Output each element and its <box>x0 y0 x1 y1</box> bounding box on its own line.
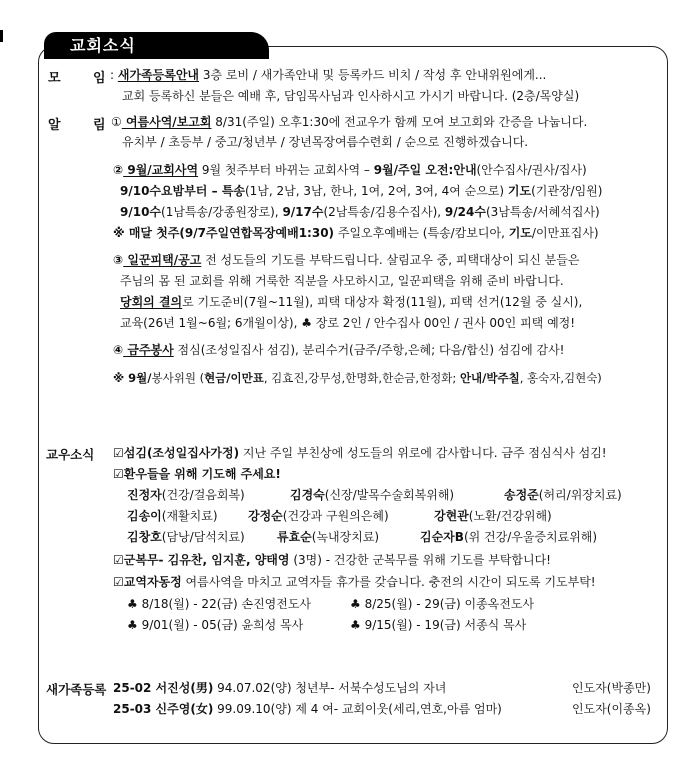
patient-7-reason: (담낭/담석치료) <box>161 530 245 544</box>
patient-2-name: 김경숙 <box>290 488 325 502</box>
vacation-1: ♣ 8/18(월) - 22(금) 손진영전도사 <box>127 597 312 611</box>
notice-1-heading: 여름사역/보고회 <box>121 115 212 129</box>
patient-4-reason: (재활치료) <box>161 509 218 523</box>
patients-row-2c <box>434 508 552 524</box>
news-frame <box>38 46 668 744</box>
moim-heading: 새가족등록안내 <box>117 68 200 82</box>
notice-3-text: 전 성도들의 기도를 부탁드립니다. 살림교우 중, 피택대상이 되신 분들은 <box>201 253 580 267</box>
notice-3-line-1 <box>113 252 579 268</box>
patient-2-reason: (신장/발목수술회복위해) <box>324 488 455 502</box>
gyowoo-l7-a: ☑교역자동정 <box>113 575 182 589</box>
patient-8-reason: (녹내장치료) <box>311 530 380 544</box>
notice-2-text-b: 9월/주일 오전:안내 <box>373 163 477 177</box>
notice-2-line-1 <box>113 162 587 178</box>
vacation-2: ♣ 8/25(월) - 29(금) 이종옥전도사 <box>350 597 535 611</box>
patient-6-name: 강현관 <box>434 509 469 523</box>
notice-5-d: , 김효진,강무성,한명화,한순금,한정화; <box>263 371 460 385</box>
notice-2-text-c: (안수집사/권사/집사) <box>476 163 587 177</box>
notice-2-l2-c: (1남, 2남, 3남, 한나, 1여, 2여, 3여, 4여 순으로) <box>244 184 508 198</box>
gyowoo-line-2: ☑환우들을 위해 기도해 주세요! <box>113 467 281 481</box>
notice-2-l3-c: 9/17수 <box>282 205 324 219</box>
patients-row-3 <box>127 529 245 545</box>
label-moim-2: 임 <box>93 71 106 86</box>
notice-2-l2-e: (기관장/임원) <box>531 184 603 198</box>
label-gyowoo: 교우소식 <box>46 447 95 462</box>
patient-7-name: 김창호 <box>127 530 162 544</box>
patient-9-reason: (위 건강/우울증치료위해) <box>463 530 598 544</box>
notice-2-l3-a: 9/10수 <box>120 205 162 219</box>
corner-mark <box>0 30 3 42</box>
patients-row-1c <box>504 487 622 503</box>
patient-5-reason: (건강과 구원의은혜) <box>282 509 389 523</box>
newfamily-2-name: 25-03 신주영(女) <box>113 702 214 716</box>
newfamily-row-1 <box>113 680 446 696</box>
notice-3-l3-b: 로 기도준비(7월~11월), 피택 대상자 확정(11월), 피택 선거(12월 중 실시), <box>182 295 583 309</box>
notice-2-line-2 <box>120 183 602 199</box>
page-title: 교회소식 <box>70 36 136 55</box>
vacation-4: ♣ 9/15(월) - 19(금) 서종식 목사 <box>350 618 527 632</box>
title-tab <box>44 32 269 59</box>
notice-3-l3-a: 당회의 결의 <box>120 295 183 309</box>
notice-5-e: 안내/박주칠 <box>459 371 520 385</box>
gyowoo-line-7 <box>113 574 596 590</box>
moim-colon: : <box>110 68 115 82</box>
moim-line-2: 교회 등록하신 분들은 예배 후, 담임목사님과 인사하시고 가시기 바랍니다. (2층/목양실) <box>122 89 580 103</box>
vacation-3: ♣ 9/01(월) - 05(금) 윤희성 목사 <box>127 618 304 632</box>
notice-1-text: 8/31(주일) 오후1:30에 전교우가 함께 모여 보고회와 간증을 나눕니다. <box>211 115 588 129</box>
patients-row-1 <box>127 487 245 503</box>
notice-3-line-2: 주님의 몸 된 교회를 위해 거룩한 직분을 사모하시고, 일꾼피택을 위해 준비 바랍니다. <box>120 274 564 288</box>
label-alrim-1: 알 <box>48 118 61 133</box>
patients-row-3c <box>420 529 597 545</box>
notice-2-l3-e: 9/24수 <box>444 205 486 219</box>
newfamily-1-guide: 인도자(박종만) <box>572 681 651 695</box>
notice-3-line-4: 교육(26년 1월~6월; 6개월이상), ♣ 장로 2인 / 안수집사 00인 / 권사 00인 피택 예정! <box>120 316 576 330</box>
notice-4-line-1 <box>113 342 564 358</box>
newfamily-1-info: 94.07.02(양) 청년부- 서북수성도님의 자녀 <box>213 681 447 695</box>
newfamily-row-2 <box>113 701 502 717</box>
notice-2-l2-a: 9/10수요밤 <box>120 184 185 198</box>
patient-1-reason: (건강/걸음회복) <box>161 488 245 502</box>
notice-2-l3-b: (1남특송/강종원장로), <box>161 205 283 219</box>
patient-8-name: 류효순 <box>277 530 312 544</box>
gyowoo-l7-b: 여름사역을 마치고 교역자들 휴가를 갖습니다. 충전의 시간이 되도록 기도부탁! <box>181 575 596 589</box>
notice-4-number: ④ <box>113 343 124 357</box>
patient-5-name: 강정순 <box>248 509 283 523</box>
gyowoo-l6-b: (3명) - 건강한 군복무를 위해 기도를 부탁합니다! <box>289 553 551 567</box>
patient-9-name: 김순자B <box>420 530 464 544</box>
notice-4-heading: 금주봉사 <box>123 343 174 357</box>
patients-row-2 <box>127 508 218 524</box>
gyowoo-line-6 <box>113 552 551 568</box>
notice-5-a: ※ 9월/ <box>113 371 152 385</box>
patient-6-reason: (노환/건강위해) <box>468 509 552 523</box>
notice-2-heading: 9월/교회사역 <box>123 163 199 177</box>
notice-1-number: ① <box>111 115 122 129</box>
moim-line-1-text: 3층 로비 / 새가족안내 및 등록카드 비치 / 작성 후 안내위원에게... <box>199 68 547 82</box>
gyowoo-l6-a: ☑군복무- 김유찬, 임지훈, 양태영 <box>113 553 290 567</box>
patients-row-2b <box>248 508 389 524</box>
gyowoo-line-1 <box>113 445 607 461</box>
notice-2-l3-d: (2남특송/김용수집사), <box>323 205 445 219</box>
patient-1-name: 진정자 <box>127 488 162 502</box>
patient-3-reason: (허리/위장치료) <box>538 488 622 502</box>
gyowoo-l1-b: 지난 주일 부친상에 성도들의 위로에 감사합니다. 금주 점심식사 섬김! <box>239 446 607 460</box>
notice-2-text-a: 9월 첫주부터 바뀌는 교회사역 – <box>198 163 374 177</box>
patients-row-3b <box>277 529 379 545</box>
label-newfamily: 새가족등록 <box>46 682 107 697</box>
notice-2-line-4 <box>113 225 599 241</box>
notice-3-heading: 일꾼피택/공고 <box>123 253 202 267</box>
notice-5-f: , 홍숙자,김현숙) <box>519 371 602 385</box>
notice-2-l4-b: 주일오후예배는 (특송/캄보디아, <box>334 226 509 240</box>
notice-2-l3-f: (3남특송/서혜석집사) <box>485 205 600 219</box>
notice-2-l4-a: ※ 매달 첫주(9/7주일연합목장예배1:30) <box>113 226 335 240</box>
notice-5-line <box>113 370 602 386</box>
newfamily-2-info: 99.09.10(양) 제 4 여- 교회이웃(세리,연호,아름 엄마) <box>213 702 502 716</box>
notice-1-line-1 <box>111 114 587 130</box>
notice-5-b: 봉사위원 ( <box>151 371 205 385</box>
notice-2-l2-d: 기도 <box>507 184 532 198</box>
notice-3-number: ③ <box>113 253 124 267</box>
gyowoo-l1-a: ☑섬김(조성일집사가정) <box>113 446 240 460</box>
notice-2-l2-b: 부터 – 특송 <box>184 184 245 198</box>
patient-3-name: 송정준 <box>504 488 539 502</box>
notice-2-l4-d: /이만표집사) <box>531 226 599 240</box>
notice-2-number: ② <box>113 163 124 177</box>
notice-2-l4-c: 기도 <box>508 226 532 240</box>
notice-3-line-3 <box>120 294 582 310</box>
notice-1-line-2: 유치부 / 초등부 / 중고/청년부 / 장년목장여름수련회 / 순으로 진행하겠습니다. <box>122 135 529 149</box>
newfamily-1-name: 25-02 서진성(男) <box>113 681 214 695</box>
notice-4-text: 점심(조성일집사 섬김), 분리수거(금주/주항,은혜; 다음/합신) 섬김에 감사! <box>173 343 565 357</box>
label-moim-1: 모 <box>48 71 61 86</box>
moim-line-1 <box>110 67 546 83</box>
notice-2-line-3 <box>120 204 600 220</box>
notice-5-c: 현금/이만표 <box>204 371 264 385</box>
patient-4-name: 김송이 <box>127 509 162 523</box>
patients-row-1b <box>290 487 454 503</box>
label-alrim-2: 림 <box>93 118 106 133</box>
newfamily-2-guide: 인도자(이종옥) <box>572 702 651 716</box>
